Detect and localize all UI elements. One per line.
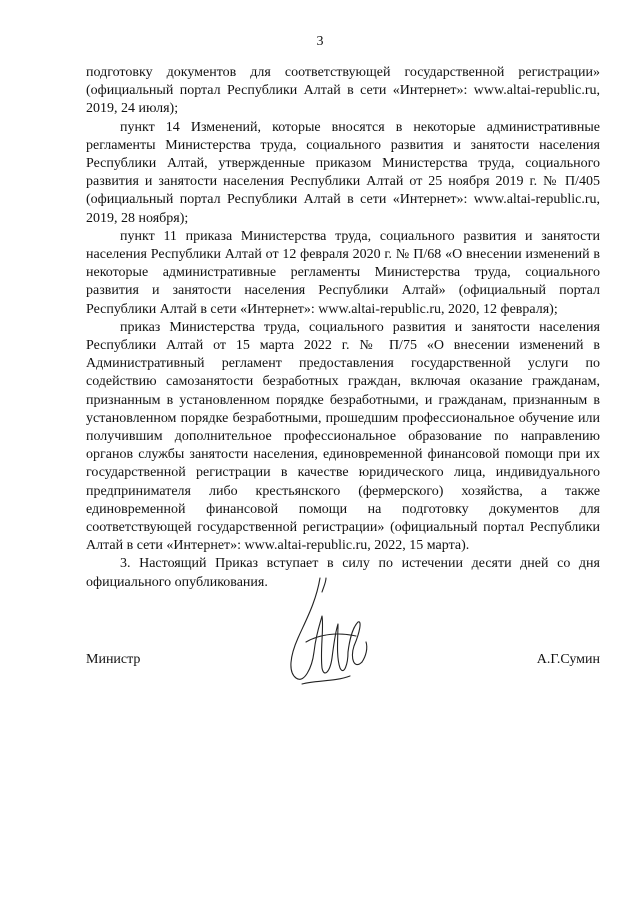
paragraph-item-11: пункт 11 приказа Министерства труда, социального развития и занятости населения Республики Алтай от 12 февраля 2020 г. № П/68 «О внесении изменений в некоторые административные регламенты Министерства труда, социального развития и занятости населения Республики Алтай» (официальный портал Республики Алтай в сети «Интернет»: www.altai-republic.ru, 2020, 12 февраля); <box>86 228 600 317</box>
page-number: 3 <box>316 34 324 49</box>
signatory-name: А.Г.Сумин <box>536 652 600 667</box>
document-body <box>86 64 600 592</box>
handwritten-signature <box>276 572 386 700</box>
paragraph-continuation: подготовку документов для соответствующей государственной регистрации» (официальный портал Республики Алтай в сети «Интернет»: www.altai-republic.ru, 2019, 24 июля); <box>86 65 600 117</box>
paragraph-order-p75: приказ Министерства труда, социального развития и занятости населения Республики Алтай от 15 марта 2022 г. № П/75 «О внесении изменений в Административный регламент предоставления государственной услуги по содействию самозанятости безработных граждан, включая оказание гражданам, признанным в установленном порядке безработными, и гражданам, признанным в установленном порядке безработными, прошедшим профессиональное обучение или получившим дополнительное профессиональное образование по направлению органов службы занятости населения, единовременной финансовой помощи при их государственной регистрации в качестве юридического лица, индивидуального предпринимателя либо крестьянского (фермерского) хозяйства, а также единовременной финансовой помощи на подготовку документов для соответствующей государственной регистрации» (официальный портал Республики Алтай в сети «Интернет»: www.altai-republic.ru, 2022, 15 марта). <box>86 319 600 554</box>
paragraph-item-14: пункт 14 Изменений, которые вносятся в некоторые административные регламенты Министерства труда, социального развития и занятости населения Республики Алтай, утвержденные приказом Министерства труда, социального развития и занятости населения Республики Алтай от 25 ноября 2019 г. № П/405 (официальный портал Республики Алтай в сети «Интернет»: www.altai-republic.ru, 2019, 28 ноября); <box>86 119 600 226</box>
signatory-title: Министр <box>86 652 141 667</box>
paragraph-clause-3: 3. Настоящий Приказ вступает в силу по истечении десяти дней со дня официального опубликования. <box>86 556 600 590</box>
